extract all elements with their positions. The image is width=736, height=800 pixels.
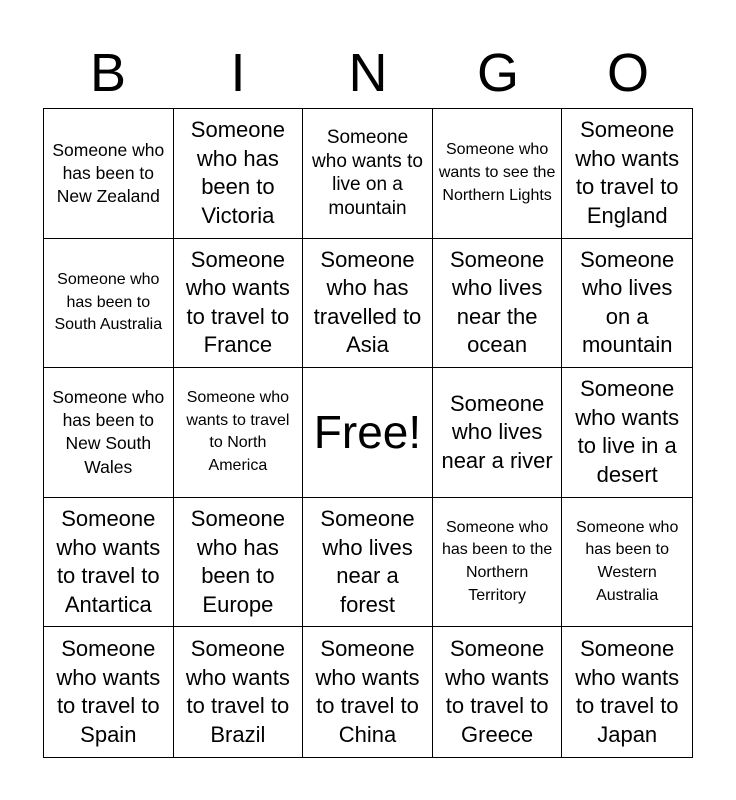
bingo-cell-text: Someone who wants to see the Northern Lights	[438, 141, 556, 204]
bingo-cell-r3-c1[interactable]	[44, 368, 174, 498]
bingo-board	[43, 108, 693, 758]
header-letter-o: O	[606, 43, 649, 103]
bingo-cell-r3-c2[interactable]	[174, 368, 304, 498]
bingo-cell-text: Someone who wants to travel to Greece	[445, 636, 550, 747]
header-letter-b: B	[89, 43, 127, 103]
bingo-cell-free[interactable]	[303, 368, 433, 498]
bingo-cell-text: Someone who wants to travel to France	[185, 246, 290, 358]
bingo-cell-r4-c3[interactable]	[303, 498, 433, 628]
bingo-cell-text: Someone who has been to Western Australia	[576, 518, 679, 604]
bingo-cell-r2-c3[interactable]	[303, 239, 433, 369]
bingo-cell-text: Someone who wants to travel to Brazil	[185, 636, 290, 747]
bingo-cell-text: Someone who has been to New South Wales	[52, 387, 165, 477]
bingo-cell-text: Someone who wants to travel to England	[575, 117, 680, 228]
bingo-cell-r4-c5[interactable]	[562, 498, 692, 628]
bingo-cell-text: Someone who wants to travel to Japan	[575, 636, 680, 747]
bingo-cell-text: Someone who lives near a forest	[320, 505, 415, 617]
bingo-cell-r5-c5[interactable]	[562, 627, 692, 757]
bingo-cell-r2-c4[interactable]	[433, 239, 563, 369]
bingo-cell-r1-c1[interactable]	[44, 109, 174, 239]
bingo-cell-r2-c5[interactable]	[562, 239, 692, 369]
header-letter-i: I	[230, 43, 246, 103]
bingo-cell-text: Someone who lives on a mountain	[580, 246, 675, 358]
header-letter-g: G	[476, 43, 519, 103]
bingo-cell-text: Someone who wants to travel to Spain	[56, 636, 161, 747]
bingo-cell-r1-c5[interactable]	[562, 109, 692, 239]
bingo-cell-r5-c1[interactable]	[44, 627, 174, 757]
bingo-cell-r2-c1[interactable]	[44, 239, 174, 369]
bingo-cell-r1-c4[interactable]	[433, 109, 563, 239]
bingo-cell-r3-c4[interactable]	[433, 368, 563, 498]
bingo-cell-text: Someone who wants to travel to North America	[186, 389, 290, 475]
bingo-cell-r2-c2[interactable]	[174, 239, 304, 369]
header-letter-n: N	[348, 43, 388, 103]
bingo-cell-r1-c3[interactable]	[303, 109, 433, 239]
bingo-cell-r4-c2[interactable]	[174, 498, 304, 628]
bingo-cell-r5-c3[interactable]	[303, 627, 433, 757]
bingo-cell-text: Someone who wants to travel to Antartica	[56, 505, 161, 617]
bingo-cell-text: Someone who has been to the Northern Territory	[441, 518, 553, 604]
bingo-cell-r4-c1[interactable]	[44, 498, 174, 628]
bingo-cell-text: Someone who has been to Victoria	[190, 117, 285, 228]
bingo-cell-text: Someone who wants to live in a desert	[575, 376, 680, 488]
bingo-header	[43, 38, 693, 108]
bingo-cell-text: Someone who wants to travel to China	[315, 636, 420, 747]
bingo-cell-text: Someone who has been to South Australia	[54, 270, 163, 334]
bingo-cell-text: Someone who has been to New Zealand	[52, 139, 165, 206]
bingo-cell-r4-c4[interactable]	[433, 498, 563, 628]
bingo-cell-text: Someone who wants to live on a mountain	[312, 127, 423, 219]
bingo-cell-r1-c2[interactable]	[174, 109, 304, 239]
bingo-cell-text: Someone who has travelled to Asia	[313, 246, 422, 358]
bingo-cell-r5-c4[interactable]	[433, 627, 563, 757]
bingo-cell-r5-c2[interactable]	[174, 627, 304, 757]
bingo-cell-r3-c5[interactable]	[562, 368, 692, 498]
bingo-cell-text: Someone who lives near the ocean	[450, 246, 545, 358]
free-space-text: Free!	[313, 406, 422, 459]
bingo-cell-text: Someone who lives near a river	[441, 390, 553, 473]
bingo-cell-text: Someone who has been to Europe	[190, 505, 285, 617]
